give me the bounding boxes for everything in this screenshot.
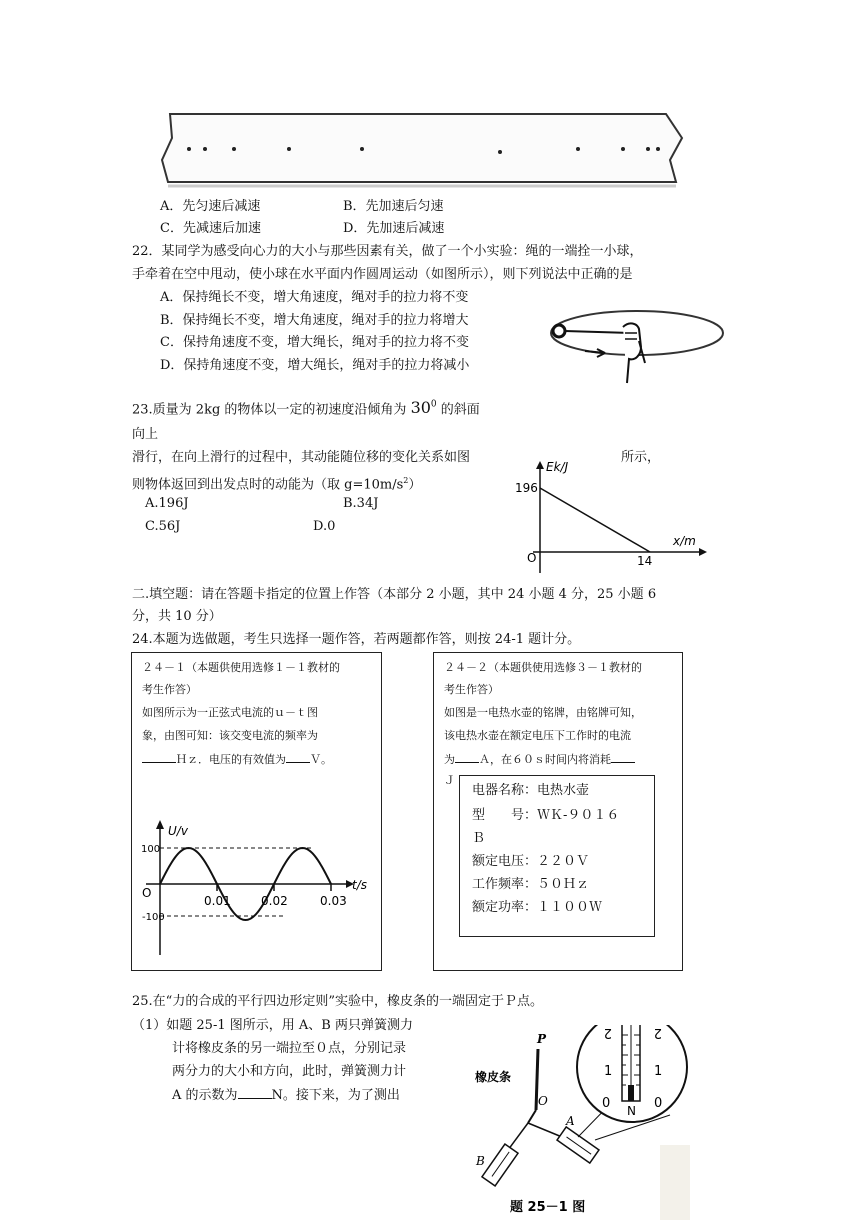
t-axis-label: t/s <box>352 878 367 892</box>
q24-2-line1: ２４－２（本题供使用选修３－１教材的 <box>444 661 642 674</box>
q22-option-b: B．保持绳长不变，增大角速度，绳对手的拉力将增大 <box>160 313 469 328</box>
scale-unit-n: N <box>627 1104 636 1118</box>
section2-title-line2: 分，共 10 分） <box>132 609 222 624</box>
current-blank[interactable] <box>455 750 479 763</box>
q23-stem-line2: 向上 <box>132 427 159 442</box>
scale-top-left: 2 <box>603 1025 612 1040</box>
q22-option-a: A．保持绳长不变，增大角速度，绳对手的拉力将不变 <box>160 290 469 305</box>
force-experiment-figure <box>470 1025 695 1220</box>
q24-stem: 24.本题为选做题，考生只选择一题作答，若两题都作答，则按 24-1 题计分。 <box>132 632 581 647</box>
label-b: B <box>476 1154 485 1168</box>
sine-voltage-chart <box>136 815 376 960</box>
kettle-nameplate <box>459 775 655 937</box>
nameplate-frequency: 工作频率：５０Ｈｚ <box>472 877 590 892</box>
q25-stem: 25.在“力的合成的平行四边形定则”实验中，橡皮条的一端固定于Ｐ点。 <box>132 994 543 1009</box>
q24-2-line5 <box>444 750 635 769</box>
q25-part1-line4-a: A 的示数为 <box>172 1088 238 1103</box>
q24-1-line5-b: Ｖ。 <box>310 753 332 766</box>
q24-1-line1: ２４－１（本题供使用选修１－１教材的 <box>142 661 340 674</box>
paper-tape-figure <box>158 108 688 190</box>
energy-blank[interactable] <box>611 750 635 763</box>
q23-stem-line1 <box>132 396 480 419</box>
scale-mid-left: 1 <box>604 1064 613 1079</box>
q23-stem-part1b: 的斜面 <box>440 402 480 418</box>
q24-1-line2: 考生作答） <box>142 683 197 696</box>
u-axis-label: U/v <box>168 824 188 838</box>
ek-axis-label: Ek/J <box>546 460 569 474</box>
q23-angle-value: 30 <box>410 398 431 418</box>
nameplate-name: 电器名称：电热水壶 <box>472 783 590 798</box>
q24-2-line3: 如图是一电热水壶的铭牌，由铭牌可知， <box>444 706 642 719</box>
q21-option-d: D．先加速后减速 <box>343 221 445 236</box>
u-tick-neg100: -100 <box>142 912 165 923</box>
q21-option-b: B．先加速后匀速 <box>343 199 444 214</box>
q24-2-line2: 考生作答） <box>444 683 499 696</box>
u-tick-100: 100 <box>141 844 161 855</box>
q23-stem-line3: 滑行，在向上滑行的过程中，其动能随位移的变化关系如图 <box>132 450 471 465</box>
nameplate-voltage: 额定电压：２２０Ｖ <box>472 854 590 869</box>
spring-scale-reading-blank[interactable] <box>238 1086 272 1099</box>
q23-option-a: A.196J <box>145 496 189 511</box>
nameplate-model-suffix: Ｂ <box>472 831 486 846</box>
label-p: P <box>537 1032 547 1046</box>
q24-1-line4: 象，由图可知：该交变电流的频率为 <box>142 729 318 742</box>
q23-option-d: D.0 <box>313 519 336 534</box>
ek-tick-196: 196 <box>515 481 538 495</box>
scale-bottom-right: 0 <box>654 1096 663 1111</box>
q21-option-a: A．先匀速后减速 <box>160 199 261 214</box>
scale-bottom-left: 0 <box>602 1096 611 1111</box>
q23-angle-sup: 0 <box>430 400 437 410</box>
q23-stem-line3b: 所示， <box>621 450 661 465</box>
voltage-blank[interactable] <box>286 750 310 763</box>
q25-part1-line1: （1）如题 25-1 图所示，用 A、B 两只弹簧测力 <box>132 1018 413 1033</box>
label-a: A <box>566 1114 575 1128</box>
q25-part1-line2: 计将橡皮条的另一端拉至０点，分别记录 <box>172 1041 407 1056</box>
q22-option-c: C．保持角速度不变，增大绳长，绳对手的拉力将不变 <box>160 335 469 350</box>
u-origin: O <box>142 886 152 900</box>
q23-option-c: C.56J <box>145 519 181 534</box>
section2-title-line1: 二.填空题：请在答题卡指定的位置上作答（本部分 2 小题，其中 24 小题 4 分，25 小题 6 <box>132 587 657 602</box>
q24-1-line3: 如图所示为一正弦式电流的ｕ－ｔ图 <box>142 706 318 719</box>
q24-1-line5-a: Ｈｚ．电压的有效值为 <box>176 753 286 766</box>
q22-stem-line2: 手牵着在空中甩动，使小球在水平面内作圆周运动（如图所示），则下列说法中正确的是 <box>132 267 633 282</box>
q23-angle <box>411 398 437 417</box>
label-o: O <box>538 1094 548 1108</box>
q21-option-c: C．先减速后加速 <box>160 221 261 236</box>
figure-caption: 题 25－1 图 <box>510 1200 586 1215</box>
q24-2-line5-a: 为 <box>444 753 455 766</box>
q24-2-line6: Ｊ <box>444 774 455 787</box>
x-axis-label: x/m <box>673 534 696 548</box>
q25-part1-line4 <box>172 1086 400 1105</box>
q23-stem-line4 <box>132 472 421 494</box>
q24-2-line4: 该电热水壶在额定电压下工作时的电流 <box>444 729 631 742</box>
circular-motion-figure <box>545 303 730 398</box>
nameplate-model: 型 号：ＷＫ-９０１６ <box>472 808 620 823</box>
q23-stem4-sup: 2 <box>403 476 409 485</box>
q22-stem-line1: 22．某同学为感受向心力的大小与那些因素有关，做了一个小实验：绳的一端拴一小球， <box>132 244 643 259</box>
q25-part1-line4-b: N。接下来，为了测出 <box>271 1088 400 1103</box>
ek-origin: O <box>527 551 537 565</box>
scale-mid-right: 1 <box>654 1064 663 1079</box>
q23-stem4-text: 则物体返回到出发点时的动能为（取 g=10m/s <box>132 477 404 493</box>
ek-x-graph <box>505 455 710 580</box>
q24-2-box <box>433 652 683 971</box>
q24-2-line5-b: Ａ，在６０ｓ时间内将消耗 <box>479 753 611 766</box>
t-tick-001: 0.01 <box>204 894 231 908</box>
q23-option-b: B.34J <box>343 496 379 511</box>
x-tick-14: 14 <box>637 554 653 568</box>
scale-top-right: 2 <box>653 1025 662 1040</box>
q22-option-d: D．保持角速度不变，增大绳长，绳对手的拉力将减小 <box>160 358 470 373</box>
t-tick-003: 0.03 <box>320 894 347 908</box>
q24-1-line5 <box>142 750 332 769</box>
t-tick-002: 0.02 <box>261 894 288 908</box>
frequency-blank[interactable] <box>142 750 176 763</box>
q23-stem-part1: 23.质量为 2kg 的物体以一定的初速度沿倾角为 <box>132 402 407 418</box>
q25-part1-line3: 两分力的大小和方向，此时，弹簧测力计 <box>172 1064 407 1079</box>
nameplate-power: 额定功率：１１００Ｗ <box>472 900 603 915</box>
label-rubber-band: 橡皮条 <box>475 1070 512 1084</box>
q23-stem4-end: ） <box>408 477 422 493</box>
